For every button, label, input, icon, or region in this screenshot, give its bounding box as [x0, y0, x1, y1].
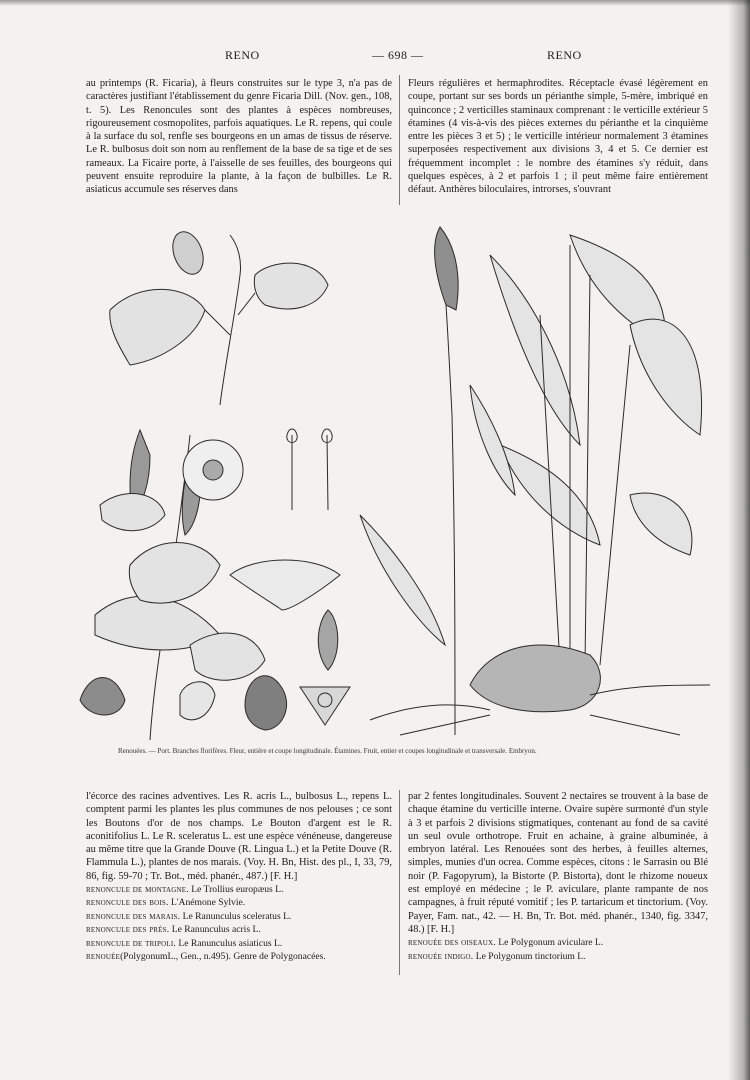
page-number: — 698 — [372, 48, 424, 62]
dictionary-entry [408, 950, 708, 963]
entry-headword: renoncule de montagne. [86, 884, 189, 896]
dictionary-entry [86, 950, 392, 963]
scan-edge-shadow [728, 0, 750, 1080]
entry-definition: L'Anémone Sylvie. [170, 897, 246, 909]
entry-headword: renoncule des bois. [86, 897, 169, 909]
entry-list-right [408, 936, 708, 963]
column-bottom-left [86, 790, 392, 964]
entry-definition: Le Polygonum aviculare L. [498, 937, 604, 949]
entry-definition: Le Ranunculus sceleratus L. [182, 910, 292, 922]
dictionary-entry [408, 936, 708, 949]
dictionary-entry [86, 910, 392, 923]
flower-dissections [80, 429, 350, 730]
running-head-right: RENO [547, 48, 582, 62]
entry-headword: renoncule de tripoli. [86, 937, 176, 949]
entry-headword: renouée indigo. [408, 950, 474, 962]
column-divider-top [399, 75, 400, 205]
running-head-left: RENO [225, 48, 260, 62]
entry-headword: renouée [86, 951, 121, 963]
paragraph-bottom-right: par 2 fentes longitudinales. Souvent 2 nectaires se trouvent à la base de chaque étamine du verticille interne. Ovaire supère surmonté d'un style à 3 et parfois 2 divisions stigmatiques, contenant au fond de sa cavité un seul ovule orthotrope. Fruit en achaine, à graine albuminée, à embryon latéral. Les Renouées sont des herbes, à feuilles alternes, simples, munies d'un ocrea. Comme espèces, citons : le Sarrasin ou Blé noir (P. Fagopyrum), la Bistorte (P. Bistorta), dont le rhizome noueux est employé en médecine ; le P. aviculare, plante rampante de nos campagnes, à fruit réputé vomitif ; les P. tartaricum et tinctorium. (Voy. Payer, Fam. nat., 42. — H. Bn, Tr. Bot. méd. phanér., 1340, fig. 3347, 48.) [F. H.] [408, 791, 708, 935]
entry-definition: Le Polygonum tinctorium L. [475, 950, 586, 962]
entry-definition: Le Trollius europæus L. [191, 884, 284, 896]
bistort-plant-right [360, 227, 710, 735]
column-top-left [86, 77, 392, 197]
entry-headword: renouée des oiseaux. [408, 937, 496, 949]
entry-definition: Le Ranunculus acris L. [171, 924, 261, 936]
column-top-right [408, 77, 708, 197]
entry-definition: (PolygonumL., Gen., n.495). Genre de Polygonacées. [120, 951, 326, 963]
paragraph-bottom-left: l'écorce des racines adventives. Les R. acris L., bulbosus L., repens L. comptent parmi les plantes les plus communes de nos pelouses ; ce sont les Boutons d'or de nos champs. Le Bouton d'argent est le R. aconitifolius L. Le R. sceleratus L. est une espèce vénéneuse, dangereuse au même titre que la Grande Douve (R. Lingua L.) et la Petite Douve (R. Flammula L.), plantes de nos marais. (Voy. H. Bn, Hist. des pl., I, 33, 79, 86, fig. 59-70 ; Tr. Bot., méd. phanér., 487.) [F. H.] [86, 791, 392, 882]
botanical-illustration [70, 215, 720, 745]
paragraph-top-right: Fleurs régulières et hermaphrodites. Réceptacle évasé légèrement en coupe, portant sur ses bords un périanthe simple, 5-mère, imbriqué en quinconce ; 2 verticilles staminaux comprenant : le verticille extérieur 5 étamines (4 vis-à-vis des pièces externes du périanthe et la cinquième entre les pièces 3 et 5) ; le verticille intérieur normalement 3 étamines superposées respectivement aux divisions 3, 4 et 5. Ce dernier est fréquemment incomplet : le nombre des étamines s'y réduit, dans quelques espèces, à 2 et parfois 1 ; il peut même faire entièrement défaut. Anthères biloculaires, introrses, s'ouvrant [408, 78, 708, 196]
entry-headword: renoncule des marais. [86, 910, 181, 922]
column-bottom-right [408, 790, 708, 963]
dictionary-entry [86, 896, 392, 909]
paragraph-top-left: au printemps (R. Ficaria), à fleurs construites sur le type 3, n'a pas de caractères justifiant l'établissement du genre Ficaria Dill. (Nov. gen., 108, t. 5). Les Renoncules sont des plantes à espèces nombreuses, rigoureusement cosmopolites, parfois aquatiques. Le R. repens, qui coule à la surface du sol, renfle ses bourgeons en un amas de tissus de réserve. Le R. bulbosus doit son nom au renflement de la base de sa tige et de ses rameaux. La Ficaire porte, à l'aisselle de ses feuilles, des bourgeons qui peuvent ensuite reproduire la plante, à la façon de bulbilles. Le R. asiaticus accumule ses réserves dans [86, 78, 392, 196]
dictionary-entry [86, 923, 392, 936]
scan-top-shadow [0, 0, 750, 6]
entry-headword: renoncule des prés. [86, 924, 170, 936]
entry-list-left [86, 883, 392, 963]
entry-definition: Le Ranunculus asiaticus L. [178, 937, 283, 949]
column-divider-bottom [399, 790, 400, 975]
dictionary-entry [86, 937, 392, 950]
dictionary-entry [86, 883, 392, 896]
figure-caption: Renouées. — Port. Branches florifères. Fleur, entière et coupe longitudinale. Étamines. Fruit, entier et coupes longitudinale et transversale. Embryon. [118, 747, 537, 755]
flowering-branch-top [110, 228, 328, 405]
